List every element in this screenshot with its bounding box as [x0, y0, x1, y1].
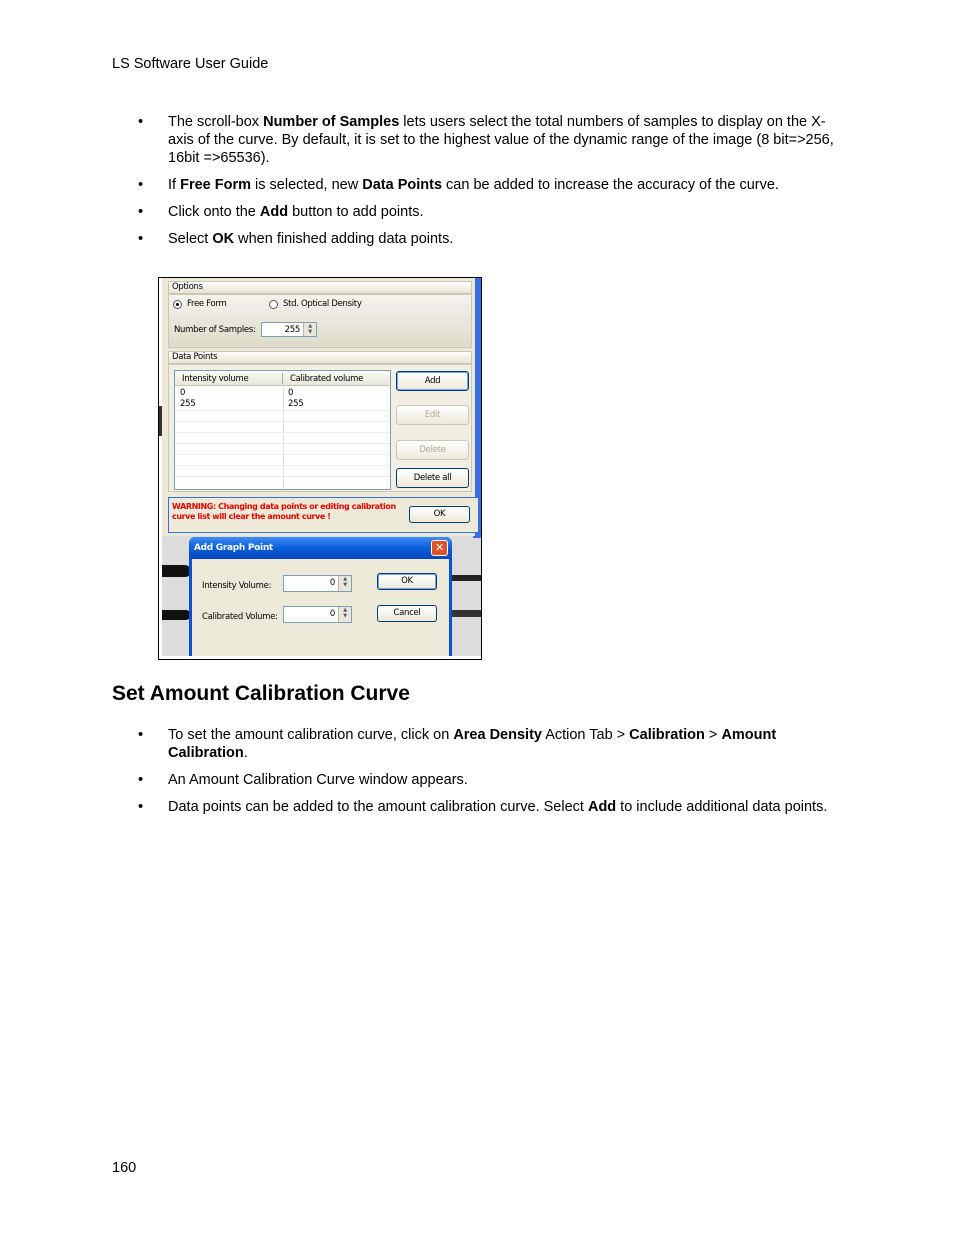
- row-line: [175, 443, 390, 444]
- bullet-dot: •: [138, 799, 144, 815]
- column-header[interactable]: Calibrated volume: [290, 374, 364, 384]
- bold-term: Add: [587, 799, 617, 815]
- list-item: [138, 113, 848, 167]
- bold-term: Add: [259, 204, 289, 220]
- column-header[interactable]: Intensity volume: [182, 374, 249, 384]
- bold-term: Calibration: [629, 727, 705, 743]
- free-form-radio[interactable]: [173, 300, 182, 309]
- list-item: [138, 176, 848, 194]
- free-form-label: Free Form: [187, 299, 227, 309]
- delete-button[interactable]: Delete: [396, 440, 469, 460]
- std-optical-density-radio[interactable]: [269, 300, 278, 309]
- data-points-group-title: Data Points: [168, 351, 472, 364]
- bullet-dot: •: [138, 204, 144, 220]
- intro-bullet-list: [138, 113, 848, 257]
- number-of-samples-stepper[interactable]: [261, 322, 317, 337]
- text: .: [243, 745, 248, 761]
- add-button[interactable]: Add: [396, 371, 469, 391]
- bullet-dot: •: [138, 177, 144, 193]
- data-points-table[interactable]: [174, 370, 391, 490]
- bold-term: Number of Samples: [263, 114, 400, 130]
- intensity-volume-label: Intensity Volume:: [202, 581, 272, 591]
- warning-text: WARNING: Changing data points or editing calibration curve list will clear the amount curve !: [172, 502, 396, 521]
- text: Select: [168, 231, 213, 247]
- dialog-titlebar[interactable]: [189, 537, 452, 559]
- text: Click onto the: [168, 204, 260, 220]
- std-optical-density-label: Std. Optical Density: [283, 299, 362, 309]
- number-of-samples-label: Number of Samples:: [174, 325, 256, 335]
- warning-box: [168, 497, 479, 533]
- list-item: [138, 771, 848, 789]
- row-line: [175, 421, 390, 422]
- text: If: [168, 177, 181, 193]
- text: To set the amount calibration curve, click on: [168, 727, 454, 743]
- column-divider[interactable]: [282, 373, 283, 384]
- table-cell[interactable]: 0: [180, 388, 186, 398]
- gel-bands-right: [451, 565, 481, 635]
- column-divider: [283, 386, 284, 490]
- page-number: 160: [112, 1160, 137, 1176]
- calibrated-volume-value: 0: [329, 609, 335, 619]
- add-graph-point-dialog: [189, 537, 452, 660]
- row-line: [175, 476, 390, 477]
- row-line: [175, 465, 390, 466]
- text: can be added to increase the accuracy of the curve.: [442, 177, 779, 193]
- bold-term: OK: [212, 231, 235, 247]
- edit-button[interactable]: Edit: [396, 405, 469, 425]
- section-heading: Set Amount Calibration Curve: [112, 682, 410, 705]
- text: An Amount Calibration Curve window appears.: [168, 772, 468, 788]
- row-line: [175, 410, 390, 411]
- calibration-panel: [162, 278, 475, 536]
- delete-all-button[interactable]: Delete all: [396, 468, 469, 488]
- dialog-title: Add Graph Point: [194, 543, 273, 553]
- text: The scroll-box: [168, 114, 264, 130]
- calibration-screenshot: [158, 277, 482, 660]
- text: Action Tab >: [541, 727, 630, 743]
- bullet-dot: •: [138, 772, 144, 788]
- ok-button[interactable]: OK: [409, 506, 470, 523]
- text: button to add points.: [288, 204, 424, 220]
- bold-term: Data Points: [362, 177, 443, 193]
- options-group: [168, 294, 472, 348]
- gel-band: [159, 565, 191, 577]
- spin-arrows-icon[interactable]: ▲ ▼: [303, 323, 316, 336]
- calibrated-volume-label: Calibrated Volume:: [202, 612, 278, 622]
- intensity-volume-value: 0: [329, 578, 335, 588]
- list-item: [138, 230, 848, 248]
- close-icon[interactable]: ✕: [431, 540, 448, 556]
- dialog-cancel-button[interactable]: Cancel: [377, 605, 437, 622]
- bottom-strip: [159, 656, 481, 659]
- bullet-dot: •: [138, 114, 144, 130]
- number-of-samples-value: 255: [284, 325, 300, 335]
- bullet-dot: •: [138, 231, 144, 247]
- dialog-ok-button[interactable]: OK: [377, 573, 437, 590]
- list-item: [138, 726, 848, 762]
- bold-term: Area Density: [453, 727, 542, 743]
- text: >: [704, 727, 722, 743]
- text: lets users select the total numbers of samples to display on the X-axis of the curve. By default, it is set to the highest value of the dynamic range of the image (8 bit=>256, 16bit =>65536).: [168, 114, 834, 166]
- options-group-title: Options: [168, 281, 472, 294]
- bullet-dot: •: [138, 727, 144, 743]
- table-cell[interactable]: 255: [288, 399, 304, 409]
- calibrated-volume-stepper[interactable]: [283, 606, 352, 623]
- spin-arrows-icon[interactable]: ▲ ▼: [338, 607, 351, 622]
- bold-term: Amount Calibration: [168, 727, 777, 761]
- table-header: [175, 371, 390, 386]
- section-bullet-list: [138, 726, 848, 825]
- text: when finished adding data points.: [234, 231, 454, 247]
- intensity-volume-stepper[interactable]: [283, 575, 352, 592]
- list-item: [138, 203, 848, 221]
- text: is selected, new: [251, 177, 363, 193]
- dialog-body: [192, 559, 449, 660]
- row-line: [175, 432, 390, 433]
- text: to include additional data points.: [616, 799, 828, 815]
- running-header: LS Software User Guide: [112, 56, 269, 72]
- spin-arrows-icon[interactable]: ▲ ▼: [338, 576, 351, 591]
- gel-band: [159, 610, 191, 620]
- list-item: [138, 798, 848, 816]
- table-cell[interactable]: 0: [288, 388, 294, 398]
- text: Data points can be added to the amount calibration curve. Select: [168, 799, 588, 815]
- row-line: [175, 454, 390, 455]
- table-cell[interactable]: 255: [180, 399, 196, 409]
- bold-term: Free Form: [180, 177, 252, 193]
